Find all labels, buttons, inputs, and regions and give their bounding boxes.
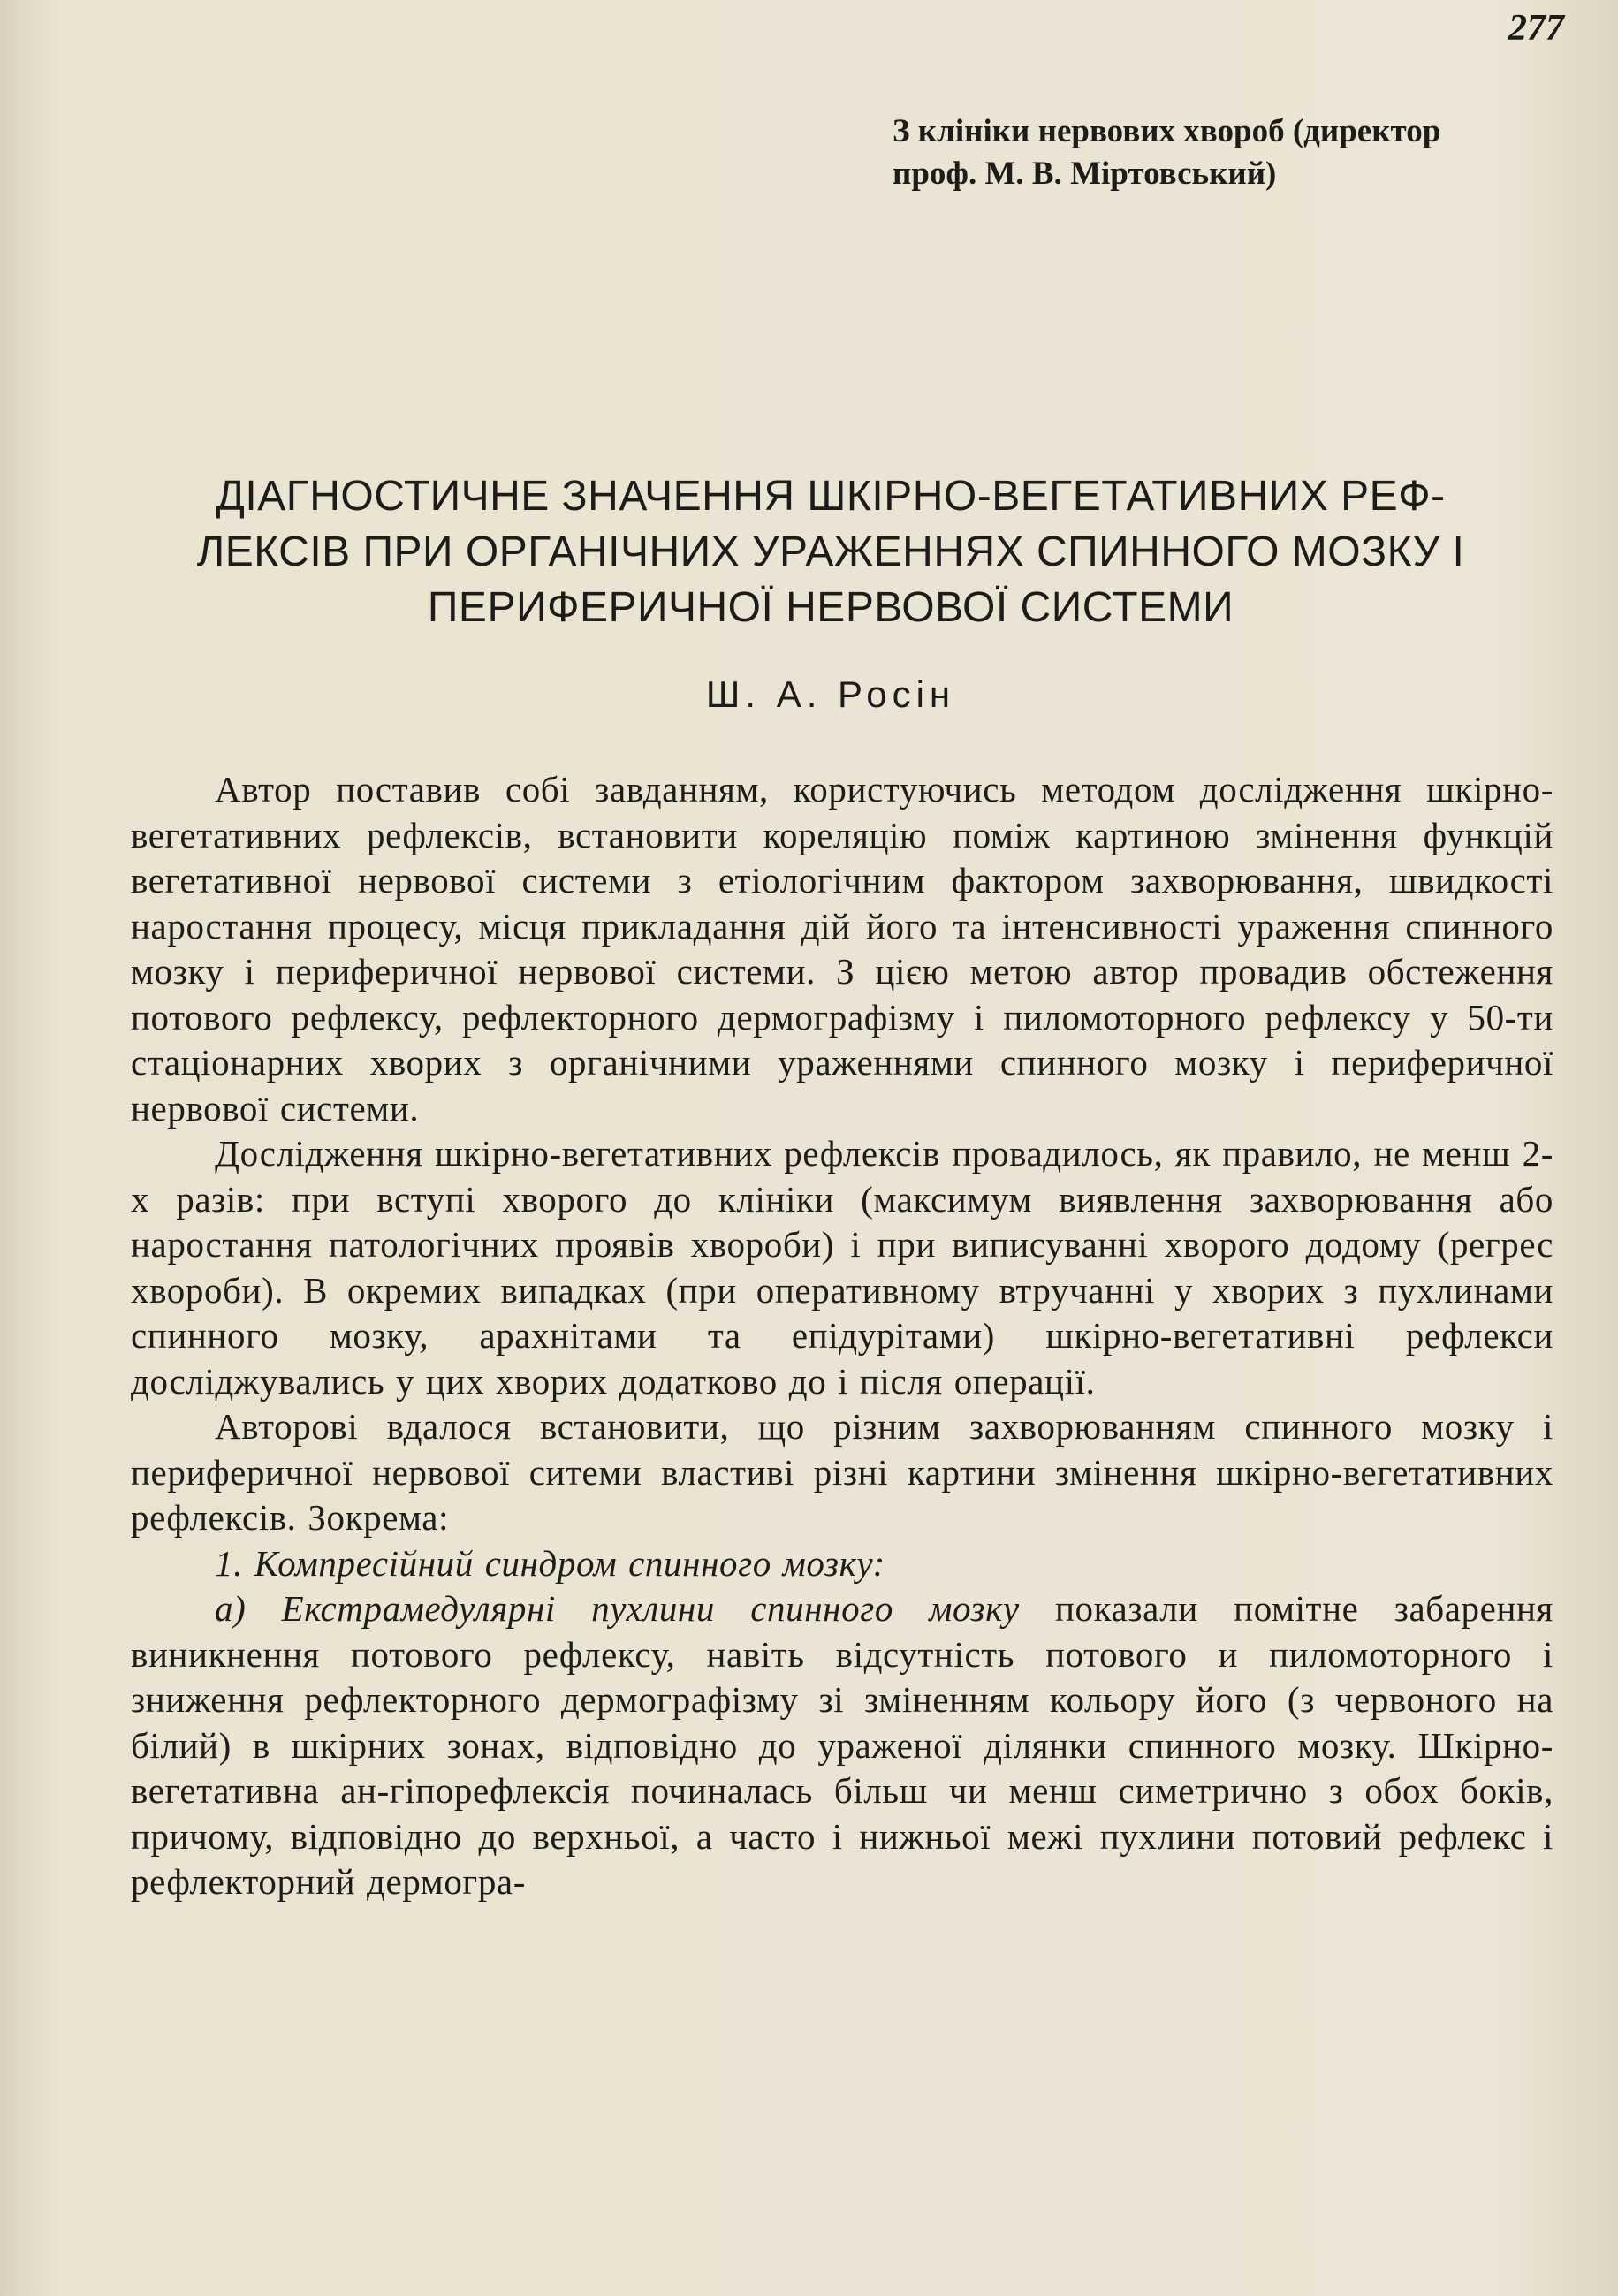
article-title (106, 468, 1555, 635)
page-number: 277 (1508, 8, 1564, 49)
subsection-label: а) Екстрамедулярні пухлини спинного мозку (215, 1588, 1020, 1629)
article-body (131, 767, 1553, 1905)
title-line: ДІАГНОСТИЧНЕ ЗНАЧЕННЯ ШКІРНО-ВЕГЕТАТИВНИХ РЕФ- (216, 473, 1446, 520)
paragraph-extramedullary (131, 1586, 1553, 1905)
title-line: ПЕРИФЕРИЧНОЇ НЕРВОВОЇ СИСТЕМИ (427, 584, 1234, 631)
title-line: ЛЕКСІВ ПРИ ОРГАНІЧНИХ УРАЖЕННЯХ СПИННОГО МОЗКУ І (196, 528, 1465, 575)
subsection-text: показали помітне забарення виникнення потового рефлексу, навіть відсутність потового и пиломоторного і зниження рефлекторного дермографізму зі зміненням кольору його (з червоного на білий) в шкірних зонах, відповідно до ураженої ділянки спинного мозку. Шкірно- вегетативна ан-гіпорефлексія починалась більш чи менш симетрично з обох боків, причому, відповідно до верхньої, а часто і нижньої межі пухлини потовий рефлекс і рефлекторний дермогра- (131, 1588, 1553, 1902)
clinic-affiliation-note (893, 110, 1582, 195)
paragraph-aim: Автор поставив собі завданням, користуючись методом дослідження шкірно-вегетативних рефлексів, встановити кореляцію поміж картиною змінення функцій вегетативної нервової системи з етіологічним фактором захворювання, швидкості наростання процесу, місця прикладання дій його та інтенсивності ураження спинного мозку і периферичної нервової системи. З цією метою автор провадив обстеження потового рефлексу, рефлекторного дермографізму і пиломоторного рефлексу у 50-ти стаціонарних хворих з органічними ураженнями спинного мозку і периферичної нервової системи. (131, 769, 1553, 1129)
paragraph-section-heading (131, 1541, 1553, 1587)
paragraph-method: Дослідження шкірно-вегетативних рефлексів провадилось, як правило, не менш 2-х разів: при вступі хворого до клініки (максимум виявлення захворювання або наростання патологічних проявів хвороби) і при виписуванні хворого додому (регрес хвороби). В окремих випадках (при оперативному втручанні у хворих з пухлинами спинного мозку, арахнітами та епідурітами) шкірно-вегетативні рефлекси досліджувались у цих хворих додатково до і після операції. (131, 1133, 1553, 1402)
paragraph-findings: Авторові вдалося встановити, що різним захворюванням спинного мозку і периферичної нервової ситеми властиві різні картини змінення шкірно-вегетативних рефлексів. Зокрема: (131, 1406, 1553, 1538)
article-author: Ш. А. Росін (705, 673, 956, 715)
clinic-note-line: проф. М. В. Міртовський) (893, 156, 1277, 192)
clinic-note-line: З клініки нервових хвороб (директор (893, 113, 1441, 149)
section-heading-text: 1. Компресійний синдром спинного мозку: (215, 1542, 885, 1584)
